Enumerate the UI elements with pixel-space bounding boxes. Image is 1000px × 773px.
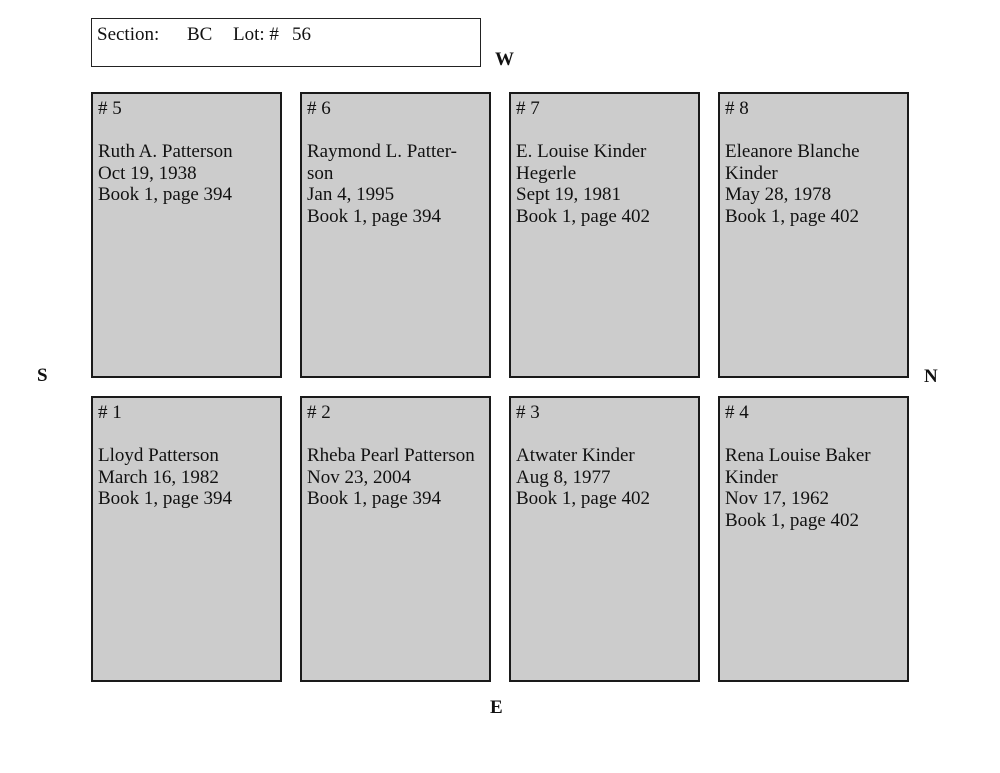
plot-date: Jan 4, 1995 bbox=[307, 184, 395, 205]
plot-date: Aug 8, 1977 bbox=[516, 466, 611, 488]
plot-number: # 8 bbox=[725, 98, 749, 119]
plot-record: Book 1, page 394 bbox=[307, 488, 442, 509]
plot-5 bbox=[91, 92, 282, 378]
plot-name: Atwater Kinder bbox=[516, 445, 635, 466]
plot-number: # 1 bbox=[98, 402, 122, 423]
plot-date: May 28, 1978 bbox=[725, 184, 832, 205]
plot-8 bbox=[718, 92, 909, 378]
plot-name: Rheba Pearl Patterson bbox=[307, 445, 475, 466]
plot-number: # 2 bbox=[307, 402, 331, 423]
plot-date: Oct 19, 1938 bbox=[98, 162, 197, 184]
plot-3 bbox=[509, 396, 700, 682]
compass-east: E bbox=[490, 697, 503, 718]
plot-2 bbox=[300, 396, 491, 682]
plot-name: Raymond L. Patter- bbox=[307, 141, 458, 162]
plot-record: Book 1, page 394 bbox=[307, 205, 442, 227]
lot-label: Lot: # bbox=[233, 24, 279, 45]
plot-name: Lloyd Patterson bbox=[98, 445, 219, 466]
plot-date: Sept 19, 1981 bbox=[516, 184, 622, 205]
plot-record: Book 1, page 402 bbox=[516, 205, 651, 227]
plot-name: E. Louise Kinder bbox=[516, 141, 647, 162]
lot-value: 56 bbox=[292, 24, 311, 45]
plot-date: Nov 23, 2004 bbox=[307, 466, 411, 488]
plot-record: Book 1, page 402 bbox=[725, 509, 860, 531]
plot-record: Book 1, page 394 bbox=[98, 488, 233, 509]
plot-1 bbox=[91, 396, 282, 682]
plot-name: Eleanore Blanche bbox=[725, 141, 860, 162]
plot-record: Book 1, page 402 bbox=[516, 488, 651, 509]
plot-record: Book 1, page 402 bbox=[725, 205, 860, 227]
plot-name: Rena Louise Baker bbox=[725, 445, 871, 466]
section-lot-header bbox=[91, 18, 481, 67]
plot-number: # 7 bbox=[516, 98, 540, 119]
compass-south: S bbox=[37, 365, 48, 386]
plot-name: Ruth A. Patterson bbox=[98, 141, 233, 162]
plot-name-cont: Kinder bbox=[725, 466, 778, 488]
plot-name-cont: son bbox=[307, 162, 334, 184]
plot-name-cont: Hegerle bbox=[516, 162, 577, 184]
plot-number: # 3 bbox=[516, 402, 540, 423]
plot-name-cont: Kinder bbox=[725, 162, 778, 184]
plot-number: # 4 bbox=[725, 402, 749, 423]
plot-date: March 16, 1982 bbox=[98, 466, 219, 488]
plot-number: # 6 bbox=[307, 98, 331, 119]
plot-7 bbox=[509, 92, 700, 378]
plot-record: Book 1, page 394 bbox=[98, 184, 233, 205]
section-label: Section: bbox=[97, 24, 160, 45]
plot-4 bbox=[718, 396, 909, 682]
plot-date: Nov 17, 1962 bbox=[725, 488, 829, 509]
plot-6 bbox=[300, 92, 491, 378]
plot-number: # 5 bbox=[98, 98, 122, 119]
compass-north: N bbox=[924, 366, 938, 387]
section-value: BC bbox=[187, 24, 213, 45]
compass-west: W bbox=[495, 49, 514, 70]
